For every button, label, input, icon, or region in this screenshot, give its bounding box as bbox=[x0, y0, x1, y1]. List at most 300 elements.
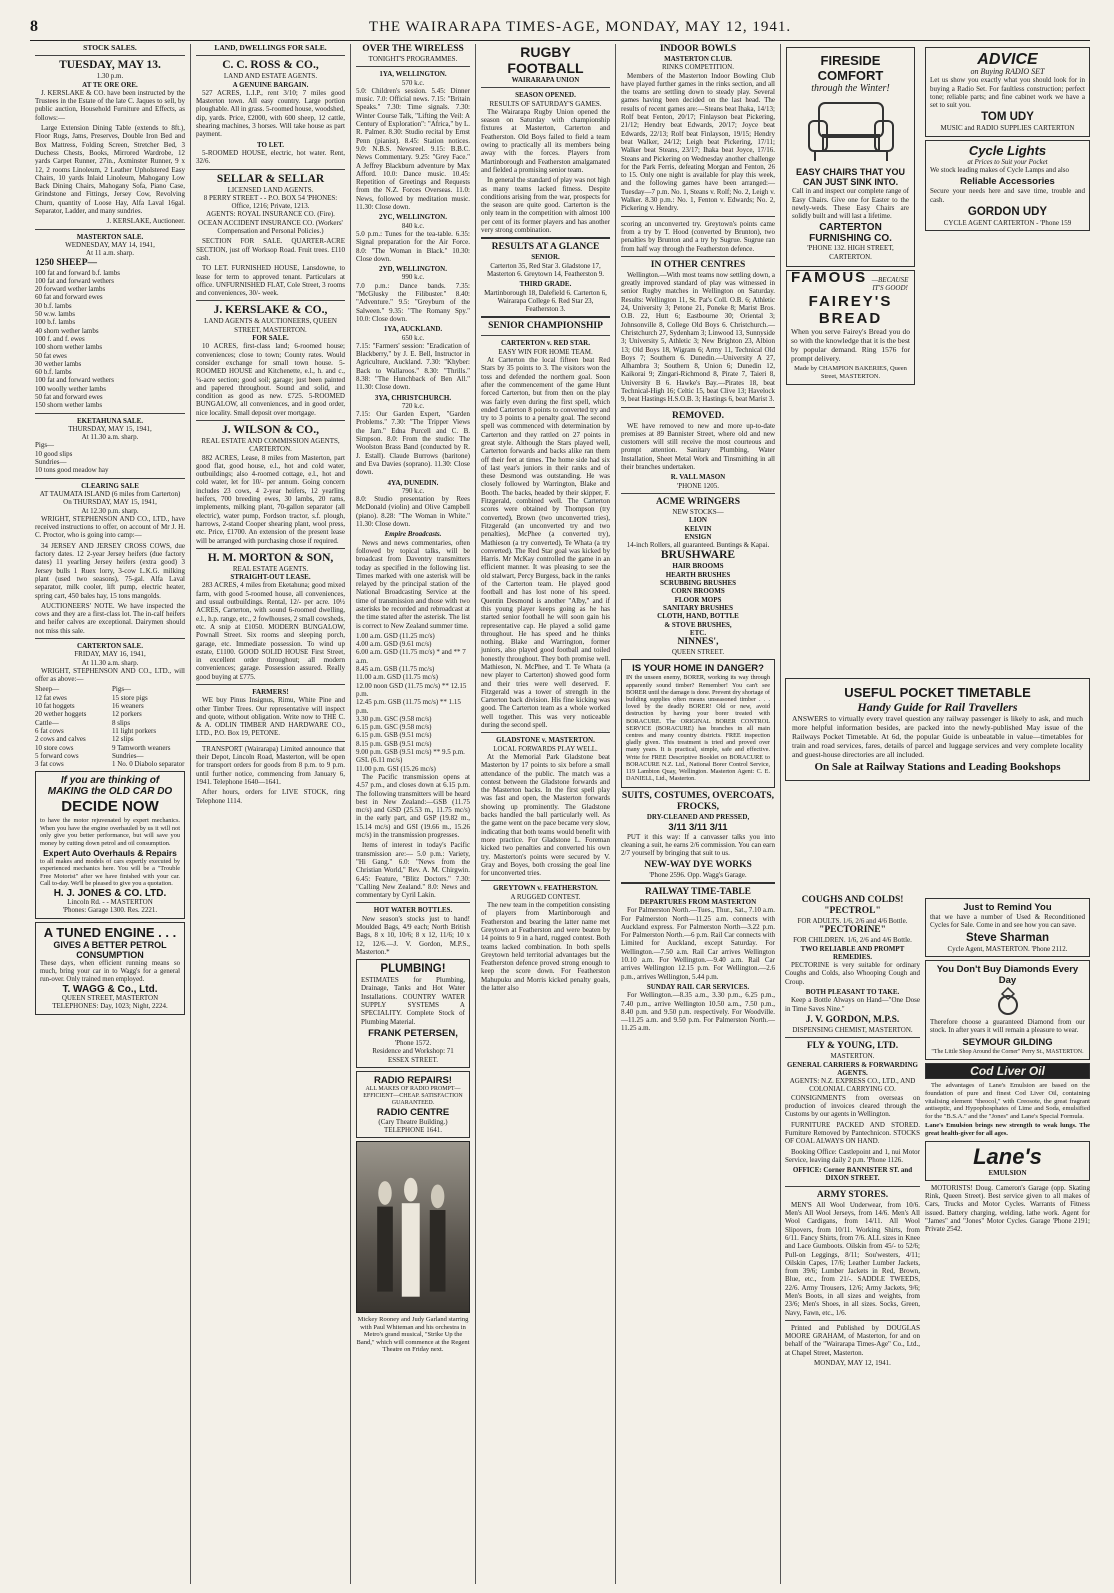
ad-headline: COUGHS AND COLDS! bbox=[801, 895, 904, 905]
list-item: 3.30 p.m. GSC (9.58 mc/s) bbox=[356, 714, 432, 723]
ad-headline: RADIO REPAIRS! bbox=[374, 1074, 452, 1086]
ad-body: Secure your needs here and save time, trouble and cash. bbox=[930, 187, 1085, 204]
list-item: 12 porkers bbox=[112, 710, 142, 719]
sale-time: At 11 a.m. sharp. bbox=[86, 249, 134, 258]
list-item: Sundries— bbox=[112, 751, 144, 760]
armchair-icon bbox=[801, 95, 901, 165]
list-item: 50 fat ewes bbox=[35, 351, 67, 360]
article-lead: RINKS COMPETITION. bbox=[662, 63, 734, 72]
list-item: 5 forward cows bbox=[35, 751, 79, 760]
ad-sub: NEW STOCKS— bbox=[672, 507, 724, 516]
list-item: ETC. bbox=[689, 628, 707, 637]
game-sub: EASY WIN FOR HOME TEAM. bbox=[498, 347, 593, 356]
ad-phone: TELEPHONES: Day, 1023; Night, 2224. bbox=[52, 1002, 168, 1011]
list-item: 1 No. 0 Diabolo separator bbox=[112, 760, 185, 769]
ad-address: CYCLE AGENT CARTERTON - 'Phone 159 bbox=[943, 218, 1072, 227]
list-item: 10 store cows bbox=[35, 743, 74, 752]
ad-headline: USEFUL POCKET TIMETABLE bbox=[844, 685, 1031, 700]
advert-auto-overhauls bbox=[35, 771, 185, 918]
list-item: 12.45 p.m. GSB (11.75 mc/s) ** 1.15 p.m. bbox=[356, 698, 461, 715]
ad-headline: BRUSHWARE bbox=[660, 549, 736, 562]
ad-headline: ACME WRINGERS bbox=[655, 496, 740, 507]
firm-sub: MASTERTON. bbox=[830, 1052, 875, 1061]
list-item: 50 w.w. lambs bbox=[35, 310, 75, 319]
section-heading: STOCK SALES. bbox=[83, 44, 137, 52]
listing-body: 882 ACRES, Lease, 8 miles from Masterton, part good flat, good house, e.l., hot and cold water, outbuildings; also 4-roomed cottage, e.l., hot and cold water, let for 10/- per annum. Going concern includes 23 cows, 4 2-year heifers, 12 yearling heifers, 700 breeding ewes, 30 lambs, 20 rams, implements, milking plant, 70-gallon separator (all electric), water pump, Fordson tractor, s.f. plough, harrows, 2-stand Cooper shearing plant, wool press, etc. Price, £1700. An extension of the present lease will be arranged with purchasing chose if required. bbox=[196, 453, 345, 545]
listing-body: 5-ROOMED HOUSE, electric, hot water. Rent, 32/6. bbox=[196, 148, 345, 166]
station-frequency: 990 k.c. bbox=[401, 273, 425, 282]
notice-firm: R. VALL MASON bbox=[670, 473, 726, 482]
article-lead: SEASON OPENED. bbox=[515, 91, 576, 100]
station-programme: 7.15: Our Garden Expert, "Garden Problems." 7.30: "The Tripper Views the Jam." Edna Purcell and C. B. Simpson. 8.0: From the studio: The Woolston Brass Band (conducted by R. J. Estall). Claude Burrows (baritone) and Eva Davies (soprano). 11.30: Close down. bbox=[356, 410, 470, 477]
notice-title: HOT WATER BOTTLES. bbox=[373, 906, 453, 915]
ad-body: ALL MAKES OF RADIO PROMPT—EFFICIENT—CHEAP. SATISFACTION GUARANTEED. bbox=[363, 1085, 463, 1106]
firm-address: 8 PERRY STREET - - P.O. BOX 54 'PHONES: Office, 1216; Private, 1213. bbox=[203, 193, 338, 211]
empire-times bbox=[356, 632, 470, 773]
ad-sub: EMULSION bbox=[988, 1168, 1027, 1177]
firm-name: FLY & YOUNG, LTD. bbox=[806, 1041, 899, 1052]
article-body: The Wairarapa Rugby Union opened the season on Saturday with championship fixtures at Masterton, Carterton and Featherston. Old Boys failed to field a team owing to practically all its members being away with the forces. Players from Martinborough and Featherston amalgamated and fielded a promising senior team. bbox=[481, 107, 610, 174]
ad-headline: IS YOUR HOME IN DANGER? bbox=[632, 663, 764, 675]
ad-body: These days, when efficient running means so much, bring your car in to Wagg's for a general run-over. Only trained men employed. bbox=[40, 959, 180, 983]
list-item: 6.15 p.m. GSC (9.58 mc/s) bbox=[356, 723, 432, 732]
advert-radio-repairs bbox=[356, 1071, 470, 1139]
sale-time: At 12.30 p.m. sharp. bbox=[81, 506, 139, 515]
ad-price: 3/11 3/11 3/11 bbox=[668, 821, 728, 833]
list-item: 100 fat and forward b.f. lambs bbox=[35, 268, 120, 277]
section-heading: RUGBY FOOTBALL bbox=[507, 44, 584, 76]
product-detail: FOR ADULTS. 1/6, 2/6 and 4/6 Bottle. bbox=[797, 917, 908, 925]
empire-body: News and news commentaries, often followed by topical talks, will be broadcast from Daventry transmitters today as specified in the following list. Times marked with one asterisk will be relayed by the principal station of the National Broadcasting Service at the time of transmission and those with two asterisks be recorded and rebroadcast at the time stated after the asterisk. The list is correct to New Zealand summer time. bbox=[356, 538, 470, 630]
ad-sub: at Prices to Suit your Pocket bbox=[967, 157, 1048, 166]
timetable-sub: SUNDAY RAIL CAR SERVICES. bbox=[646, 982, 750, 991]
ad-body: Lane's Emulsion brings new strength to weak lungs. The great health-giver for all ages. bbox=[925, 1122, 1090, 1137]
ad-maker: Made by CHAMPION BAKERIES, Queen Street, MASTERTON. bbox=[794, 364, 907, 380]
list-item: GSL (6.11 mc/s) bbox=[356, 756, 403, 765]
list-item: 11 light porkers bbox=[112, 726, 157, 735]
game-body: At the Memorial Park Gladstone beat Masterton by 17 points to six before a small attendance of the public. The match was a contest between the Gladstone forwards and the Masterton backs. In the first spell play was fast and open, the Masterton forwards showing up prominently. The Gladstone backs handled the ball particularly well. As the game went on the pace became very slow, indicating that both teams would benefit with more practice. For Gladstone L. Foreman kicked two penalties and converted his own try. Masterton's points were secured by V. Gray and Boyes, both crossing the goal line for unconverted tries. bbox=[481, 752, 610, 878]
list-item: 4.00 a.m. GSD (9.61 mc/s) bbox=[356, 640, 432, 649]
sale-date: On THURSDAY, MAY 15, 1941, bbox=[63, 498, 157, 507]
firm-agents: AGENTS: N.Z. EXPRESS CO., LTD., AND COLONIAL CARRYING CO. bbox=[789, 1077, 916, 1094]
results-grade: THIRD GRADE. bbox=[519, 280, 572, 289]
list-item: 15 store pigs bbox=[112, 693, 148, 702]
list-item: 1.00 a.m. GSD (11.25 mc/s) bbox=[356, 631, 435, 640]
ad-phone: 'Phones: Garage 1300. Res. 2221. bbox=[62, 906, 158, 915]
station-frequency: 790 k.c. bbox=[401, 486, 425, 495]
game-title: CARTERTON v. RED STAR. bbox=[501, 339, 590, 348]
ad-headline: ADVICE bbox=[977, 51, 1038, 68]
firm-address: OFFICE: Corner BANNISTER ST. and DIXON STREET. bbox=[792, 1166, 913, 1183]
list-item: 6.15 p.m. GSB (9.51 mc/s) bbox=[356, 731, 432, 740]
list-item: Pigs— bbox=[112, 685, 132, 694]
ad-sub: —BECAUSE IT'S GOOD! bbox=[871, 276, 909, 293]
notice-body: MOTORISTS! Doug. Cameron's Garage (opp. Skating Rink, Queen Street). Best service given to all makes of Cars, Trucks and Motor Cycles. Warrants of Fitness issued. Battery charging, welding, lathe work. Agent for "James" and "Jones" Motor Cycles. Garage 'Phone 2191; Private 2542. bbox=[925, 1183, 1090, 1234]
station-frequency: 650 k.c. bbox=[401, 333, 425, 342]
list-item: 100 f. and f. ewes bbox=[35, 334, 85, 343]
list-item: HAIR BROOMS bbox=[672, 562, 724, 571]
game-sub: LOCAL FORWARDS PLAY WELL. bbox=[493, 744, 598, 753]
firm-name: J. KERSLAKE & CO., bbox=[213, 304, 328, 317]
firm-name: H. M. MORTON & SON, bbox=[207, 551, 334, 564]
list-item: 9.00 p.m. GSB (9.51 mc/s) ** 9.5 p.m. bbox=[356, 748, 465, 757]
notice-body: TRANSPORT (Wairarapa) Limited announce that their Depot, Lincoln Road, Masterton, will be open for transport orders for goods from 8 p.m. to 9 p.m. until further notice, commencing from January 6, 1941. Telephone 1640—1641. bbox=[196, 744, 345, 786]
station-name: 1YA, AUCKLAND. bbox=[383, 325, 443, 334]
list-item: FLOOR MOPS bbox=[674, 595, 722, 604]
station-programme: 7.15: "Farmers' session: "Eradication of Blackberry," by J. E. Bell, Instructor in Agriculture, Auckland. 7.30: "Khyber: Back to Wallaroos." 8.30: "Thrills." 8.38: "The Hunchback of Ben All." 11.30: Close down. bbox=[356, 341, 470, 392]
station-programme: 5.0 p.m.: Tunes for the tea-table. 6.35: Signal preparation for the Air Force. 8.0: "The Woman in Black." 10.30: Close down. bbox=[356, 229, 470, 263]
list-item: HEARTH BRUSHES bbox=[665, 570, 731, 579]
list-item: 100 fat and forward wethers bbox=[35, 376, 114, 385]
ad-footer: On Sale at Railway Stations and Leading Bookshops bbox=[814, 761, 1061, 773]
game-body: At Carterton the local fifteen beat Red Stars by 35 points to 3. The visitors won the toss and defended the northern goal. Soon after the commencement of the game Hunt forced Carterton, but from then on the play was fairly even during the first spell, which ended Carterton 8 points to converted try and try to 3 points to a penalty goal. The second spell was commenced with determination by Carterton and they rattled on 27 points in great style. Although the Stars played well, Carterton forwards and backs alike ran them off their feet at times. The home side had six of last year's juniors in their ranks and of these Desmond was outstanding. He was closely followed by Warrington, Blake and Booth. The backs, headed by their skipper, F. Fitzgerald, combined well. The Carterton scores were obtained by Thompson (try converted), Brown (two unconverted tries), Fitzgerald (an unconverted try and two penalties), McPhee (a converted try), Mathieson (a try converted), Te Whata (a try converted). The Red Star goal was kicked by Harris. Mr McKay controlled the game in an efficient manner. It was pleasing to see the old stalwart, Percy Burgess, back in the ranks of the Carterton team. He played good football and has lost none of his speed. Quentin Desmond is another "Alby," and if this young player keeps going as he has started senior football he will soon gain his representative cap. He played a solid game throughout. He has speed and he thinks nothing. Blake and Warrington, former juniors, also played good football and toiled honestly throughout. They both promise well. Mathieson, N. McPhee, and T. Te Whata (a new player to Carterton) showed good form and their tries were well deserved. F. Fitzgerald was a tower of strength in the Carterton back division. His fine kicking was good. The Carterton team as a whole worked well together. This was very noticeable during the second spell. bbox=[481, 356, 610, 730]
advert-plumbing bbox=[356, 959, 470, 1068]
masthead bbox=[30, 14, 1090, 41]
ad-headline: FAIREY'S BREAD bbox=[808, 292, 893, 327]
game-sub: A RUGGED CONTEST. bbox=[510, 892, 581, 901]
list-item: 60 fat and forward ewes bbox=[35, 293, 103, 302]
list-item: 50 fat and forward ewes bbox=[35, 392, 103, 401]
ad-sub: through the Winter! bbox=[811, 83, 890, 94]
imprint-date: MONDAY, MAY 12, 1941. bbox=[814, 1359, 891, 1368]
sale-list bbox=[35, 269, 185, 410]
list-item: 20 wether hoggets bbox=[35, 710, 87, 719]
ad-headline: FAMOUS bbox=[791, 269, 868, 287]
pacific-body: The Pacific transmission opens at 4.57 p.m., and closes down at 6.15 p.m. The following transmitters will be heard best in New Zealand:—GSB (11.75 mc/s) and GSD (25.53 m., 11.75 mc/s) in the early part, and GSP (19.82 m., 15.14 mc/s) and GSI (19.66 m., 15.26 mc/s) in the transmission progresses. bbox=[356, 772, 470, 840]
listing-body: 10 ACRES, first-class land; 6-roomed house; conveniences; close to town; County rates. Would consider exchange for small town house. 5-ROOMED HOUSE and Kitchenette, e.l., h. and c., ¼-acre section; good soil; garage; just been painted and papered throughout. Sound and solid, and condition as good as new. £725. 5-ROOMED BUNGALOW, all conveniences, and in good order, nice locality. Small deposit over mortgage. bbox=[196, 342, 345, 417]
list-item: 30 b.f. lambs bbox=[35, 301, 72, 310]
ad-body: When you serve Fairey's Bread you do so with the knowledge that it is the best by popular demand. Ring 1576 for prompt delivery. bbox=[791, 326, 910, 363]
ad-body: MEN'S All Wool Underwear, from 10/6. Men's All Wool Jerseys, from 14/6. Men's All Wool Cardigans, from 14/11. All Wool Slipovers, from 10/11. Working Shirts, from 6/11. Fancy Shirts, from 7/6. ALL sizes in Knee and Lace Gumboots. Oilskin from 45/- to 52/6; Pull-on Leggings, 8/11; Sou'westers, 4/11; Oilskin Capes, 17/6; Leather Lumber Jackets, from 39/6; Lumber Jackets in Red, Brown, Blue, etc., from 21/-. SADDLE TWEEDS, 22/6. Army Trousers, 12/6; Army Jackets, 9/6; Men's Boots, in all sizes and weights, from 23/6; Men's Shoes, in all sizes. Socks, Green, Navy, Fawn, etc., 1/6. bbox=[785, 1200, 920, 1317]
list-item: 100 fat and forward wethers bbox=[35, 276, 114, 285]
sale-place: AT TAUMATA ISLAND (6 miles from Carterton) bbox=[39, 489, 181, 498]
firm-body: CONSIGNMENTS from overseas on production of invoices cleared through the Customs by our agents in Wellington. bbox=[785, 1093, 920, 1119]
timetable-sub: DEPARTURES FROM MASTERTON bbox=[639, 897, 757, 906]
station-frequency: 840 k.c. bbox=[401, 221, 425, 230]
sale-items: Large Extension Dining Table (extends to 8ft.), Floor Rugs, Jams, Preserves, Double Iron Bed and Box Mattress, Folding Screen, Stretcher Bed, 3 Duchess Chests, Books, Mirrored Wardrobe, 12 yards Carpet Runner, 27in., Axminster Runner, 9 x 12, 2 rooms Linoleum, 2 Leather Upholstered Easy Chairs, 10 yards Inlaid Linoleum, Mahogany Low Back Dining Chairs, Mahogany Sofa, Piano Case, Grindstone and Fittings, Jersey Cow, Revolving Churn, quantity of Loose Hay, Alfa Laval 16gal. Separator, Ladder, and many sundries. bbox=[35, 124, 185, 216]
ad-phone: 'Phone 2596. Opp. Wagg's Garage. bbox=[649, 870, 747, 879]
sale-date: TUESDAY, MAY 13. bbox=[59, 59, 161, 72]
firm-body: FURNITURE PACKED AND STORED. Furniture Removed by Pantechnicon. STOCKS OF COAL ALWAYS ON HAND. bbox=[785, 1120, 920, 1146]
article-body: In general the standard of play was not high as many teams lacked fitness. Despite conditions arising from the war, prospects for the season are quite good. Carterton is the only team in the competition with almost 100 per cent of its former players and has another very strong combination. bbox=[481, 176, 610, 235]
advert-borer bbox=[621, 659, 775, 788]
sale-items: 34 JERSEY AND JERSEY CROSS COWS, due factory dates. 12 2-year Jersey heifers (due factory dates) 11 yearling Jersey heifers (extra good) 3 Jersey bulls 1 Ruex lorry, 3-cow L.K.G. milking plant (used two seasons), 75-gal. Alfa Laval separator, milk cooler, lift pump, electric heater, spring cart, 450 bales hay, 15 tons mangolds. bbox=[35, 541, 185, 600]
ad-firm: TOM UDY bbox=[981, 111, 1034, 124]
ad-headline: Reliable Accessories bbox=[960, 176, 1055, 188]
advert-faireys-bread bbox=[786, 270, 915, 385]
results-list: Martinborough 18, Dalefield 6. Carterton 6, Wairarapa College 6. Red Star 23, Featherston 3. bbox=[484, 288, 607, 314]
firm-sub: LAND AND ESTATE AGENTS. bbox=[223, 72, 318, 81]
article-body: Wellington.—With most teams now settling down, a greatly improved standard of play was witnessed in senior Rugby matches in Wellington on Saturday. Results: Wellington 11, St. Pat's Coll. O.B. 6; Athletic 24, University 3; Petone 21, Poneke 8; Marist Bros. O.B. 22, Hutt 6; Eastbourne 30; Oriental 3; Johnsonville 8, College Old Boys 6. Christchurch.—Christchurch 27, Sydenham 3; Linwood 13, Sunnyside 3; University 5, Athletic 3; New Brighton 23, Albion 13; Old Boys 18, Wigram 6; Army 11, Technical Old Boys 7; Southern 6. Dunedin.—University A 27, Alhambra 3; Southern 8, Union 6; Dunedin 12, Kaikorai 9; Zingari-Richmond 8, Pirate 7, Taieri 8, University B 6. Hawke's Bay.—Pirates 18, beat Technical-High 16; Celtic 15, beat Clive 13; Havelock 9, beat Hastings H.S.O.B. 3; Hastings 6, beat Marist 3. bbox=[621, 270, 775, 404]
column-bowls-notices bbox=[615, 44, 780, 1584]
ad-address: Residence and Workshop: 71 ESSEX STREET. bbox=[372, 1047, 454, 1064]
firm-agents: AGENTS: ROYAL INSURANCE CO. (Fire). OCEAN ACCIDENT INSURANCE CO. (Workers' Compensation and Personal Policies.) bbox=[198, 210, 343, 236]
list-item: 100 woolly wether lambs bbox=[35, 384, 106, 393]
station-name: 1YA, WELLINGTON. bbox=[379, 70, 447, 79]
sale-lead: 1250 SHEEP— bbox=[35, 257, 98, 268]
ad-body: Therefore choose a guaranteed Diamond from our stock. In after years it will remain a pleasure to wear. bbox=[930, 1018, 1085, 1035]
empire-title: Empire Broadcasts. bbox=[384, 530, 442, 539]
article-body: scoring an unconverted try. Greytown's points came from a try by T. Hood (converted by Brunton), two penalties by Brunton and a try by Sugrue. Sugrue ran from half way through the Featherston defence. bbox=[621, 219, 775, 253]
advert-diamonds bbox=[925, 960, 1090, 1060]
notice-body: After hours, orders for LIVE STOCK, ring Telephone 1114. bbox=[196, 788, 345, 805]
ad-headline: DECIDE NOW bbox=[61, 798, 159, 816]
ad-address: Cycle Agent, MASTERTON. 'Phone 2112. bbox=[947, 944, 1068, 953]
article-body: Members of the Masterton Indoor Bowling Club have played further games in the rinks section, and all the teams are settling down to steady play. Several games having been decided on the last head. The results of recent games are:—Steans beat Ihaka, 14/13; Rolf beat Fenton, 20/17; Finlayson beat Pickering, 21/12; Hendry beat Edwards, 20/17; Joyce beat Edwards, 22/13; Rolf beat Finlayson, 19/15; Hendry beat Walker, 24/12; Leigh beat Pickering, 17/11; Walker beat Steans, 23/17; Ihaka beat Joyce, 17/16. Steans and Pickering on Wednesday another challenge for the Park Ferris, defeating Morgan and Fenton, 26 to 15. Only one night is available for play this week, and the following games have been arranged:—Tuesday—7 p.m. No. 1, Steans v. Rolf; No. 2, Leigh v. Walker. 8.30 p.m.: No. 1, Fenton v. Edwards; No. 2, Pickering v. Hendry. bbox=[621, 71, 775, 213]
firm-name: J. WILSON & CO., bbox=[222, 423, 319, 436]
list-item: Cattle— bbox=[35, 718, 59, 727]
ad-sub: BOTH PLEASANT TO TAKE. bbox=[805, 988, 900, 997]
section-sub: TONIGHT'S PROGRAMMES. bbox=[368, 55, 458, 63]
list-item: 100 shorn wether lambs bbox=[35, 343, 103, 352]
results-title: RESULTS AT A GLANCE bbox=[491, 242, 600, 253]
ad-headline: Cycle Lights bbox=[968, 142, 1047, 158]
sale-sign: J. KERSLAKE, Auctioneer. bbox=[106, 217, 185, 226]
column-rugby bbox=[475, 44, 615, 1584]
sale-body: WRIGHT, STEPHENSON AND CO., LTD., have received instructions to offer, on account of Mr J. H. C. Proctor, who is going into camp:— bbox=[35, 514, 185, 540]
firm-sub: REAL ESTATE AGENTS. bbox=[232, 564, 309, 573]
ad-address: QUEEN STREET. bbox=[671, 648, 725, 657]
list-item: 9 Tamworth weaners bbox=[112, 743, 171, 752]
list-item: 10 fat hoggets bbox=[35, 702, 75, 711]
list-item: 3 fat cows bbox=[35, 760, 64, 769]
ad-firm: CARTERTON FURNISHING CO. bbox=[809, 222, 892, 245]
list-item: 6.00 a.m. GSD (11.75 mc/s) * and ** 7 a.m. bbox=[356, 648, 466, 665]
game-title: GREYTOWN v. FEATHERSTON. bbox=[493, 884, 598, 893]
firm-sub: LICENSED LAND AGENTS. bbox=[227, 185, 314, 194]
photo-caption: Mickey Rooney and Judy Garland starring with Paul Whiteman and his orchestra in Metro's grand musical, "Strike Up the Band," which will commence at the Regent Theatre on Friday next. bbox=[356, 1316, 470, 1354]
station-name: 3YA, CHRISTCHURCH. bbox=[374, 393, 452, 402]
ad-address: DISPENSING CHEMIST, MASTERTON. bbox=[792, 1025, 913, 1034]
sale-title: EKETAHUNA SALE. bbox=[77, 416, 143, 425]
sale-place: AT TE ORE ORE. bbox=[82, 80, 138, 89]
sale-date: THURSDAY, MAY 15, 1941, bbox=[68, 424, 152, 433]
list-item: 8.45 a.m. GSB (11.75 mc/s) bbox=[356, 665, 435, 674]
ad-address: QUEEN STREET, MASTERTON bbox=[61, 993, 159, 1002]
notice-body: New season's stocks just to hand! Moulded Bags, 4/9 each; North British Bags, 8 x 10, 10/6; 8 x 12, 11/6; 10 x 12, 12/6.—J. V. Gordon, M.P.S., Masterton.* bbox=[356, 914, 470, 956]
list-item: 12 slips bbox=[112, 735, 134, 744]
ad-firm: GORDON UDY bbox=[967, 205, 1048, 218]
results-grade: SENIOR. bbox=[531, 253, 560, 262]
diamond-ring-icon bbox=[988, 986, 1028, 1016]
notice-title: FARMERS! bbox=[252, 688, 289, 696]
sale-time: 1.30 p.m. bbox=[96, 72, 124, 81]
ad-headline: SUITS, COSTUMES, OVERCOATS, FROCKS, bbox=[621, 791, 775, 813]
ad-firm: J. V. GORDON, M.P.S. bbox=[805, 1014, 900, 1025]
sale-note: AUCTIONEERS' NOTE. We have inspected the cows and they are a first-class lot. The in-calf heifers and heifer calves are exceptional. Dairymen should not miss this sale. bbox=[35, 601, 185, 635]
list-item: ENSIGN bbox=[684, 532, 712, 541]
listing-body: 283 ACRES, 4 miles from Eketahuna; good mixed farm, with good 5-roomed house, all conveniences, and usual outbuildings. Rental, 12/- per acre. 10½ ACRES, Carterton, with sound 6-roomed dwelling, e.l., h.p. range, etc., 2 fowlhouses, 2 small cowsheds, etc. A snip at £1050. MODERN BUNGALOW, Pownall Street. Six rooms and sleeping porch, garage, etc. Immediate possession. To wind up estate, £1100. GOOD SOLID HOUSE First Street, in excellent order throughout; all modern conveniences; garage. Possession assured. Really good buying at £775. bbox=[196, 581, 345, 681]
page-number: 8 bbox=[30, 18, 38, 35]
list-item: 11.00 p.m. GSI (15.26 mc/s) bbox=[356, 764, 436, 773]
firm-name: SELLAR & SELLAR bbox=[216, 172, 325, 185]
ad-body: Let us show you exactly what you should look for in buying a Radio Set. For faultless construction; perfect tone; reliable parts; and fine cabinet work we have a set to suit you. bbox=[930, 76, 1085, 110]
firm-body: Booking Office: Castlepoint and 1, nui Motor Service, leaving daily 2 p.m. 'Phone 1126. bbox=[785, 1147, 920, 1164]
advert-tuned-engine bbox=[35, 922, 185, 1015]
ad-sub: on Buying RADIO SET bbox=[970, 67, 1045, 76]
product-name: "PECTROL" bbox=[824, 906, 881, 916]
ad-headline: A TUNED ENGINE . . . bbox=[43, 924, 177, 940]
listing-body: TO LET. FURNISHED HOUSE, Lansdowne, to lease for term to approved tenant. Particulars at office. UNFURNISHED FLAT, Cole Street, 3 rooms and conveniences, 30/- week. bbox=[196, 264, 345, 298]
list-item: KELVIN bbox=[684, 524, 712, 533]
ad-address: 'PHONE 132. HIGH STREET, CARTERTON. bbox=[807, 244, 894, 261]
station-name: 2YC, WELLINGTON. bbox=[378, 213, 447, 222]
ad-body: We stock leading makes of Cycle Lamps and also bbox=[930, 166, 1070, 175]
game-body: The new team in the competition consisting of players from Martinborough and Featherston and bearing the latter name met Greytown at Featherston and were beaten by 14 points to 9 in a hard, rugged contest. Both teams lacked combination. In both spells Greytown held territorial advantages but the Featherston defence proved strong enough to keep the score down. For Featherston Mahupuku and Morris kicked penalty goals, the latter also bbox=[481, 901, 610, 992]
listing-body: SECTION FOR SALE. QUARTER-ACRE SECTION, just off Worksop Road. Fruit trees. £110 cash. bbox=[196, 237, 345, 262]
section-heading: OVER THE WIRELESS bbox=[362, 44, 464, 54]
advert-reconditioned-cycles bbox=[925, 898, 1090, 957]
list-item: 11.00 a.m. GSD (11.75 mc/s) bbox=[356, 673, 438, 682]
list-item: 12 fat ewes bbox=[35, 693, 67, 702]
list-item: 100 b.f. lambs bbox=[35, 318, 76, 327]
listing-lead: TO LET. bbox=[257, 140, 284, 149]
ad-firm: RADIO CENTRE bbox=[376, 1106, 450, 1118]
sale-time: At 11.30 a.m. sharp. bbox=[81, 433, 139, 442]
ad-headline: FIRESIDE COMFORT bbox=[817, 53, 884, 83]
notice-phone: 'PHONE 1205. bbox=[676, 481, 720, 490]
product-name: "PECTORINE" bbox=[819, 925, 886, 936]
ad-body: The advantages of Lane's Emulsion are based on the foundation of pure and finest Cod Liver Oil, containing vitalising element "theocol," with Creosote, the great fragrant antiseptic, and Hypophosphates of Lime and Soda, emulsified for the "B.S.A." and the "Jones" and Lane's Special Formula. bbox=[925, 1082, 1090, 1120]
ad-firm: FRANK PETERSEN, bbox=[368, 1027, 458, 1039]
championship-title: SENIOR CHAMPIONSHIP bbox=[488, 321, 603, 332]
notice-body: WE have removed to new and more up-to-date premises at 89 Bannister Street, where old and new customers will still receive the most courteous and prompt attention. Sanitary Plumbing, Water Installation, Sheet Metal Work and Tinsmithing in all their branches undertaken. bbox=[621, 421, 775, 472]
sale-body: WRIGHT, STEPHENSON AND CO., LTD., will offer as above:— bbox=[35, 666, 185, 684]
ad-firm: NEW-WAY DYE WORKS bbox=[644, 859, 752, 870]
sale-date: FRIDAY, MAY 16, 1941, bbox=[74, 650, 146, 659]
ad-firm: Steve Sharman bbox=[965, 931, 1050, 944]
list-item: 10 good slips bbox=[35, 449, 73, 458]
sale-body: J. KERSLAKE & CO. have been instructed by the Trustees in the Estate of the late C. Jaques to sell, by public auction, Household Furniture and Effects, as follows:— bbox=[35, 88, 185, 122]
film-still-photo bbox=[356, 1141, 470, 1313]
advert-cycle-lights bbox=[925, 140, 1090, 231]
advert-fireside-comfort bbox=[786, 47, 915, 267]
ad-headline: If you are thinking of MAKING the OLD CAR DO bbox=[47, 775, 173, 798]
ad-headline: ARMY STORES. bbox=[816, 1189, 889, 1200]
section-heading: LAND, DWELLINGS FOR SALE. bbox=[214, 44, 327, 52]
ad-headline: Lane's bbox=[973, 1143, 1042, 1169]
film-still-figures bbox=[357, 1142, 469, 1312]
list-item: 60 b.f. lambs bbox=[35, 368, 72, 377]
listing-body: 527 ACRES, L.I.P., rent 3/10; 7 miles good Masterton town. All easy country. Large portion ploughable. All in grass. 5-roomed house, woodshed, dip, yards. Price, £2000, with 600 sheep, 12 cattle, shearing machines, 3 horses. Will take house as part payment. bbox=[196, 88, 345, 139]
list-item: 6 fat cows bbox=[35, 726, 64, 735]
sale-list bbox=[35, 685, 185, 768]
column-wireless bbox=[350, 44, 475, 1584]
list-item: 10 tons good meadow hay bbox=[35, 466, 109, 475]
ad-headline: Just to Remind You bbox=[963, 902, 1052, 913]
ad-firm: SEYMOUR GILDING bbox=[962, 1036, 1053, 1048]
section-heading: INDOOR BOWLS bbox=[659, 44, 737, 54]
ad-body: Keep a Bottle Always on Hand—"One Dose in Time Saves Nine." bbox=[785, 996, 920, 1013]
pacific-items: Items of interest in today's Pacific transmission are:— 5.0 p.m.: Variety, "Hi Gang." 6.0: "News from the Christian World," Rev. A. M. Chirgwin. 6.45: Feature, "Blitz Doctors." 7.30: "Calling New Zealand." 8.0: News and commentary by Cyril Lakin. bbox=[356, 841, 470, 900]
ad-address: (Cary Theatre Building.) TELEPHONE 1641. bbox=[378, 1117, 448, 1135]
timetable-body: For Wellington.—8.35 a.m., 3.30 p.m., 6.25 p.m., 7.40 p.m., arrive Wellington 10.50 a.m., 7.50 p.m., 8.40 p.m. and 9.50 p.m. respectively. For Woodville.—11.25 a.m. and 9.50 p.m. For Palmerston North.—11.25 a.m. bbox=[621, 991, 775, 1033]
firm-name: C. C. ROSS & CO., bbox=[222, 59, 319, 72]
section-sub: MASTERTON CLUB. bbox=[664, 55, 732, 63]
list-item: 150 shorn wether lambs bbox=[35, 401, 103, 410]
station-programme: 5.0: Children's session. 5.45: Dinner music. 7.0: Official news. 7.15: "Britain Speaks." 7.30: Time signals. 7.30: Winter Course Talk, "Lifting the Veil: A Century of Exploration": "Africa," by L. R. Palmer. 8.30: Studio recital by Ernst Penn (pianist). 8.45: Station notices. 9.0: N.B.S. Newsreel. 9.15: B.B.C. News Commentary. 9.25: "Grey Face." A Jeffrey Blackburn adventure by Max Afford. 10.0: Dance music. 10.45: Repetition of Greetings and Requests from the N.Z. Forces Overseas. 11.0: News, followed by meditation music. 11.30: Close down. bbox=[356, 86, 470, 212]
ad-phone: 'Phone 1572. bbox=[394, 1038, 432, 1047]
sale-title: MASTERTON SALE. bbox=[76, 232, 144, 241]
list-item: 40 shorn wether lambs bbox=[35, 326, 99, 335]
list-item: LION bbox=[689, 516, 707, 525]
ad-headline: GIVES A BETTER PETROL CONSUMPTION bbox=[53, 939, 167, 960]
station-name: 2YD, WELLINGTON. bbox=[378, 265, 447, 274]
list-item: Sundries— bbox=[35, 458, 67, 467]
notice-title: REMOVED. bbox=[672, 410, 724, 421]
listing-lead: STRAIGHT-OUT LEASE. bbox=[230, 573, 311, 582]
advert-pocket-timetable bbox=[785, 675, 1090, 784]
ad-sub: Handy Guide for Rail Travellers bbox=[857, 700, 1018, 714]
ad-sub: TWO RELIABLE AND PROMPT REMEDIES. bbox=[800, 944, 905, 961]
ad-headline: EASY CHAIRS THAT YOU CAN JUST SINK INTO. bbox=[795, 167, 905, 188]
ad-address: MUSIC and RADIO SUPPLIES CARTERTON bbox=[940, 124, 1075, 133]
station-programme: 8.0: Studio presentation by Rees McDonald (violin) and Olive Campbell (piano). 8.28: "The Woman in White." 11.30: Close down. bbox=[356, 495, 470, 529]
timetable-title: RAILWAY TIME-TABLE bbox=[644, 886, 752, 897]
ad-firm: H. J. JONES & CO. LTD. bbox=[53, 887, 167, 899]
list-item: CLOTH, HAND, BOTTLE bbox=[657, 612, 739, 621]
section-sub: WAIRARAPA UNION bbox=[511, 76, 580, 84]
list-item: & STOVE BRUSHES, bbox=[664, 620, 732, 629]
product-detail: FOR CHILDREN. 1/6, 2/6 and 4/6 Bottle. bbox=[793, 936, 912, 945]
ad-body: Call in and inspect our complete range of Easy Chairs. Give one for Easter to the newly-weds. These Easy Chairs are solidly built and will last a lifetime. bbox=[792, 187, 909, 221]
list-item: 30 wether lambs bbox=[35, 359, 82, 368]
listing-lead: A GENUINE BARGAIN. bbox=[232, 80, 309, 89]
sale-title: CARTERTON SALE. bbox=[77, 642, 143, 650]
column-adverts-lower bbox=[785, 895, 920, 1585]
ad-body: that we have a number of Used & Reconditioned Cycles for Sale. Come in and see how you can save. bbox=[930, 913, 1085, 930]
column-stock-sales bbox=[30, 44, 190, 1584]
ad-body: to have the motor rejuvenated by expert mechanics. When you have the engine overhauled by us it will not only give you better performance, but will save you money by cutting down petrol and oil consumption. bbox=[40, 817, 180, 847]
list-item: 2 cows and calves bbox=[35, 735, 86, 744]
ad-body: ESTIMATES for Plumbing, Drainage, Tanks and Hot Water Installations. COUNTRY WATER SUPPLY SYSTEMS A SPECIALITY. Complete Stock of Plumbing Material. bbox=[361, 976, 465, 1026]
ad-headline: Cod Liver Oil bbox=[970, 1064, 1045, 1079]
timetable-body: For Palmerston North.—Tues., Thur., Sat., 7.10 a.m. For Palmerston North—11.25 a.m. connects with Auckland express. For Palmerston North—3.22 p.m. For Palmerston North.—6 p.m. Rail Car connects with Limited for Auckland, except Saturday. For Wellington.—7.50 a.m. Rail Car arrives Wellington 10.10 a.m. For Wellington.—9.40 a.m. Rail Car arrives Wellington 12.15 p.m. For Wellington.—2.6 p.m., arrives Wellington, 5.44 p.m. bbox=[621, 906, 775, 981]
list-item: 8 slips bbox=[112, 718, 131, 727]
advert-lanes-emulsion-banner bbox=[925, 1063, 1090, 1079]
ad-sub: DRY-CLEANED AND PRESSED, bbox=[646, 813, 750, 822]
article-title: IN OTHER CENTRES bbox=[650, 259, 746, 270]
ad-body: PECTORINE is very suitable for ordinary Coughs and Colds, also Whooping Cough and Croup. bbox=[785, 961, 920, 986]
ad-address: "The Little Shop Around the Corner" Perry St., MASTERTON. bbox=[931, 1048, 1084, 1055]
list-item: 8.15 p.m. GSB (9.51 mc/s) bbox=[356, 739, 432, 748]
ad-list bbox=[621, 516, 775, 541]
page-title: THE WAIRARAPA TIMES-AGE, MONDAY, MAY 12, 1941. bbox=[368, 18, 792, 35]
ad-headline: You Don't Buy Diamonds Every Day bbox=[936, 963, 1079, 986]
firm-body: GENERAL CARRIERS & FORWARDING AGENTS. bbox=[786, 1060, 919, 1077]
notice-body: WE buy Pinus Insignus, Rimu, White Pine and other Timber Trees. Our representative will inspect and quote, without obligation. Write now to THE C. & A. ODLIN TIMBER AND HARDWARE CO., LTD., P.O. Box 19, PETONE. bbox=[196, 696, 345, 738]
station-frequency: 570 k.c. bbox=[401, 78, 425, 87]
sale-date: WEDNESDAY, MAY 14, 1941, bbox=[65, 240, 155, 249]
sale-time: At 11.30 a.m. sharp. bbox=[81, 658, 139, 667]
firm-sub: LAND AGENTS & AUCTIONEERS, QUEEN STREET, MASTERTON. bbox=[204, 317, 337, 334]
ad-body: to all makes and models of cars expertly executed by experienced mechanics here. You will be a "Trouble Free Motorist" after we have finished with your car. Call to-day. We'll be pleased to give you a quotation. bbox=[40, 857, 180, 888]
list-item: CORN BROOMS bbox=[671, 587, 725, 596]
advert-lanes-emulsion bbox=[925, 1141, 1090, 1181]
station-programme: 7.0 p.m.: Dance bands. 7.35: "McGlusky the Filibuster." 8.40: "Adventure." 9.5: "Greyburn of the Salween." 9.35: "The Romany Spy." 10.0: Close down. bbox=[356, 281, 470, 323]
ad-body: IN the unseen enemy, BORER, working its way through apparently sound timber? Remember! You can't see BORER until the damage is done. Prevent dry shortage of building supplies often means unseasoned timber . . . loved by the deadly BORER! Old or new, avoid destruction by having your borer treated with BORACURE. The ORIGINAL BORER CONTROL SERVICE (BORACURE) has branches in all main centres and many country districts. FREE inspection gladly given. This treatment is tried and proved over many years. It is practical, simple, safe and effective. Write for FREE Descriptive Booklet on BORACURE to BORACURE N.Z. Ltd., National Borer Control Service, 119 Lambton Quay, Wellington. Masterton Agent: C. E. DANIELL, Ltd., Masterton. bbox=[626, 674, 770, 783]
ad-body: 14-inch Rollers, all guaranteed. Buntings & Kapai. bbox=[626, 541, 770, 550]
column-adverts-right-lower bbox=[925, 895, 1090, 1585]
ad-firm: NINNES', bbox=[677, 637, 719, 648]
station-name: 4YA, DUNEDIN. bbox=[387, 478, 439, 487]
ad-body: PUT it this way: If a canvasser talks you into cleaning a suit, he earns 2/6 commission. You can earn 2/7 yourself by bringing that suit to us. bbox=[621, 832, 775, 858]
firm-sub: REAL ESTATE AND COMMISSION AGENTS, CARTERTON. bbox=[201, 436, 340, 454]
ad-headline: PLUMBING! bbox=[380, 963, 446, 976]
column-land-for-sale bbox=[190, 44, 350, 1584]
list-item: Sheep— bbox=[35, 685, 60, 694]
list-item: SANITARY BRUSHES bbox=[663, 603, 733, 612]
